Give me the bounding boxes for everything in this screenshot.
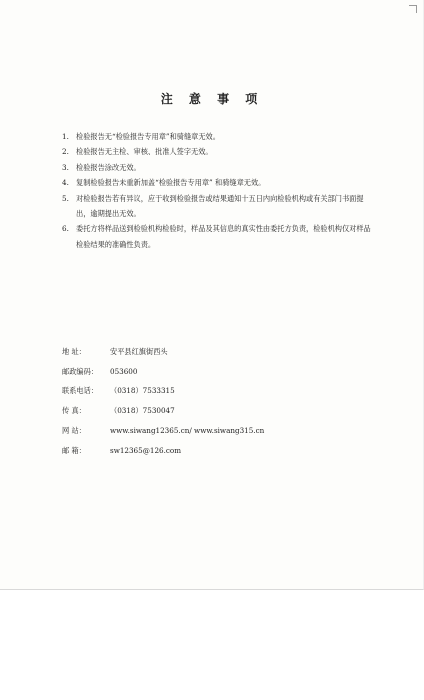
note-text: 检验报告无主检、审核、批准人签字无效。 [76, 147, 213, 157]
notes-list [62, 129, 372, 252]
website-value: www.siwang12365.cn/ www.siwang315.cn [110, 425, 265, 435]
scan-corner-mark [409, 5, 417, 13]
phone-value: （0318）7533315 [110, 386, 175, 396]
email-label: 邮 箱： [62, 445, 86, 455]
note-number: 2. [62, 147, 69, 157]
note-item [62, 221, 372, 252]
note-item [62, 175, 372, 190]
note-number: 6. [62, 224, 69, 234]
note-text: 委托方将样品送到检验机构检验时，样品及其信息的真实性由委托方负责，检验机构仅对样品检验结果的准确性负责。 [76, 224, 371, 249]
contact-website-row [62, 421, 382, 441]
note-text: 检验报告无“检验报告专用章”和骑缝章无效。 [76, 132, 220, 141]
contact-phone-row [62, 381, 382, 401]
note-number: 3. [62, 162, 69, 172]
note-text: 检验报告涂改无效。 [76, 162, 141, 172]
note-item [62, 160, 372, 175]
note-item [62, 191, 372, 222]
page-title: 注 意 事 项 [160, 92, 264, 106]
website-label: 网 站： [62, 425, 86, 435]
note-text: 对检验报告若有异议，应于收到检验报告或结果通知十五日内向检验机构或有关部门书面提出，逾期提出无效。 [76, 193, 364, 219]
note-text: 复制检验报告未重新加盖“检验报告专用章” 和骑缝章无效。 [76, 178, 266, 188]
note-item [62, 129, 372, 144]
contact-address-row [62, 342, 382, 362]
contact-postcode-row [62, 362, 382, 382]
fax-value: （0318）7530047 [110, 406, 175, 416]
phone-label: 联系电话： [62, 386, 98, 396]
postcode-value: 053600 [110, 366, 138, 376]
email-value: sw12365@126.com [110, 445, 182, 455]
address-label: 地 址： [62, 347, 86, 356]
note-number: 5. [62, 193, 69, 203]
postcode-label: 邮政编码： [62, 366, 98, 376]
address-value: 安平县红旗街西头 [110, 347, 168, 356]
note-number: 4. [62, 178, 69, 188]
note-number: 1. [62, 132, 69, 141]
note-item [62, 144, 372, 159]
contact-info [62, 342, 382, 460]
contact-email-row [62, 441, 382, 461]
fax-label: 传 真： [62, 406, 86, 416]
contact-fax-row [62, 401, 382, 421]
